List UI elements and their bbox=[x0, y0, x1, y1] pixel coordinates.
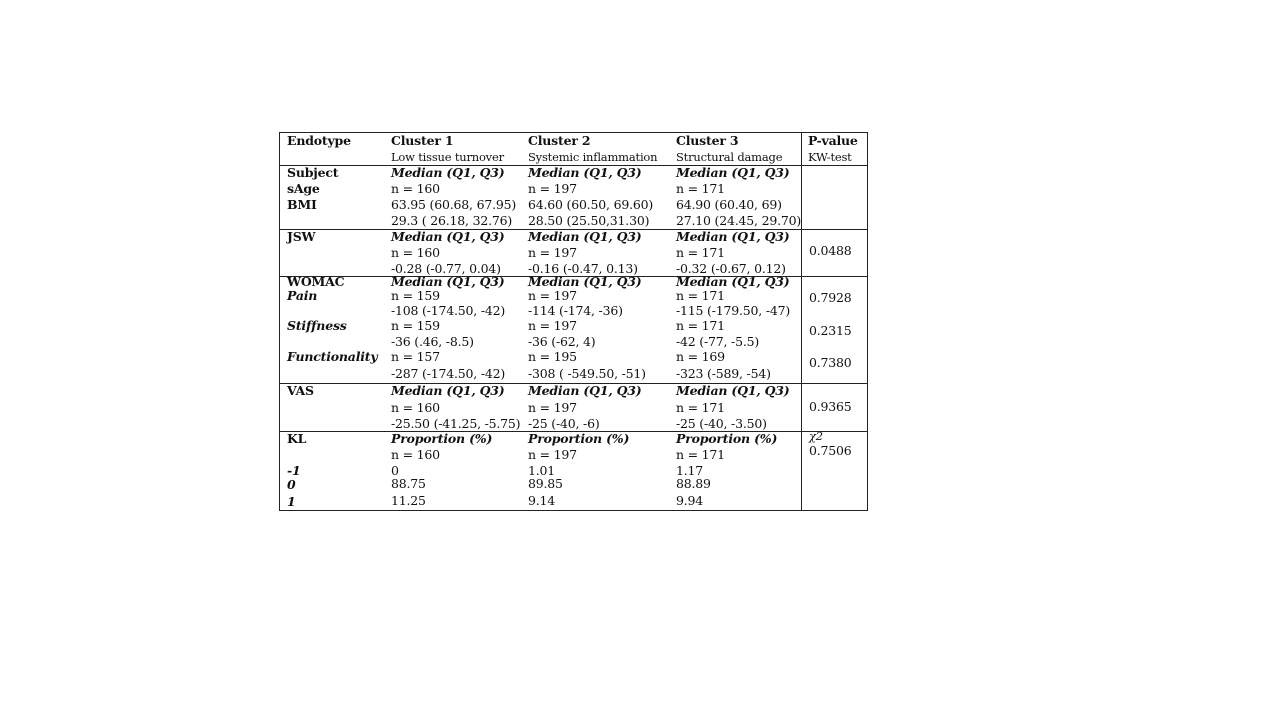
womac-c1-func-n: n = 157 bbox=[391, 349, 440, 364]
header-cluster-3-title: Cluster 3 bbox=[676, 133, 739, 148]
womac-c1-stiff-val: -36 (.46, -8.5) bbox=[391, 334, 474, 349]
pvalue-column-divider bbox=[801, 133, 802, 510]
womac-functionality-pvalue: 0.7380 bbox=[809, 355, 852, 370]
jsw-c2-val: -0.16 (-0.47, 0.13) bbox=[528, 261, 638, 276]
subject-c2-bmi: 28.50 (25.50,31.30) bbox=[528, 213, 650, 228]
header-cluster-3-subtitle: Structural damage bbox=[676, 150, 783, 164]
kl-pvalue: 0.7506 bbox=[809, 443, 852, 458]
kl-grade-minus1: -1 bbox=[287, 463, 301, 478]
womac-c2-pain-n: n = 197 bbox=[528, 288, 577, 303]
header-cluster-1-title: Cluster 1 bbox=[391, 133, 454, 148]
womac-c1-stat: Median (Q1, Q3) bbox=[391, 274, 505, 289]
kl-c2-n: n = 197 bbox=[528, 447, 577, 462]
womac-c1-stiff-n: n = 159 bbox=[391, 318, 440, 333]
vas-label: VAS bbox=[287, 383, 314, 398]
vas-c2-val: -25 (-40, -6) bbox=[528, 416, 600, 431]
kl-c1-stat: Proportion (%) bbox=[391, 431, 493, 446]
womac-c3-stiff-n: n = 171 bbox=[676, 318, 725, 333]
jsw-c2-n: n = 197 bbox=[528, 245, 577, 260]
subject-c2-n: n = 197 bbox=[528, 181, 577, 196]
subject-c3-n: n = 171 bbox=[676, 181, 725, 196]
subject-label: Subject bbox=[287, 165, 339, 180]
kl-c2-minus1: 1.01 bbox=[528, 463, 556, 478]
womac-pain-label: Pain bbox=[287, 288, 318, 303]
womac-pain-pvalue: 0.7928 bbox=[809, 290, 852, 305]
womac-stiffness-label: Stiffness bbox=[287, 318, 347, 333]
kl-c1-1: 11.25 bbox=[391, 493, 426, 508]
womac-c2-func-n: n = 195 bbox=[528, 349, 577, 364]
womac-c1-func-val: -287 (-174.50, -42) bbox=[391, 366, 506, 381]
jsw-c1-val: -0.28 (-0.77, 0.04) bbox=[391, 261, 501, 276]
kl-c1-n: n = 160 bbox=[391, 447, 440, 462]
kl-c3-1: 9.94 bbox=[676, 493, 704, 508]
womac-functionality-label: Functionality bbox=[287, 349, 378, 364]
womac-c2-func-val: -308 ( -549.50, -51) bbox=[528, 366, 646, 381]
womac-c3-stiff-val: -42 (-77, -5.5) bbox=[676, 334, 760, 349]
vas-c2-stat: Median (Q1, Q3) bbox=[528, 383, 642, 398]
womac-stiffness-pvalue: 0.2315 bbox=[809, 323, 852, 338]
jsw-pvalue: 0.0488 bbox=[809, 243, 852, 258]
subject-c2-age: 64.60 (60.50, 69.60) bbox=[528, 197, 654, 212]
subject-c1-bmi: 29.3 ( 26.18, 32.76) bbox=[391, 213, 513, 228]
subject-c1-stat: Median (Q1, Q3) bbox=[391, 165, 505, 180]
womac-c3-func-val: -323 (-589, -54) bbox=[676, 366, 771, 381]
subject-c3-stat: Median (Q1, Q3) bbox=[676, 165, 790, 180]
vas-c2-n: n = 197 bbox=[528, 400, 577, 415]
subject-c1-age: 63.95 (60.68, 67.95) bbox=[391, 197, 517, 212]
header-cluster-1-subtitle: Low tissue turnover bbox=[391, 150, 504, 164]
sage-label: sAge bbox=[287, 181, 320, 196]
womac-c3-func-n: n = 169 bbox=[676, 349, 725, 364]
kl-grade-0: 0 bbox=[287, 477, 296, 492]
header-cluster-2-subtitle: Systemic inflammation bbox=[528, 150, 658, 164]
subject-c1-n: n = 160 bbox=[391, 181, 440, 196]
womac-c2-pain-val: -114 (-174, -36) bbox=[528, 303, 623, 318]
header-cluster-2-title: Cluster 2 bbox=[528, 133, 591, 148]
womac-label: WOMAC bbox=[287, 274, 345, 289]
jsw-c2-stat: Median (Q1, Q3) bbox=[528, 229, 642, 244]
subject-c2-stat: Median (Q1, Q3) bbox=[528, 165, 642, 180]
subject-c3-bmi: 27.10 (24.45, 29.70) bbox=[676, 213, 802, 228]
bmi-label: BMI bbox=[287, 197, 317, 212]
kl-grade-1: 1 bbox=[287, 494, 296, 509]
kl-c1-0: 88.75 bbox=[391, 476, 426, 491]
kl-c1-minus1: 0 bbox=[391, 463, 399, 478]
header-endotype: Endotype bbox=[287, 133, 351, 148]
womac-c2-stat: Median (Q1, Q3) bbox=[528, 274, 642, 289]
header-kw-test: KW-test bbox=[808, 150, 852, 164]
womac-c3-pain-val: -115 (-179.50, -47) bbox=[676, 303, 791, 318]
kl-c3-stat: Proportion (%) bbox=[676, 431, 778, 446]
jsw-c1-n: n = 160 bbox=[391, 245, 440, 260]
vas-c1-stat: Median (Q1, Q3) bbox=[391, 383, 505, 398]
kl-c3-0: 88.89 bbox=[676, 476, 711, 491]
kl-c2-1: 9.14 bbox=[528, 493, 556, 508]
womac-c3-pain-n: n = 171 bbox=[676, 288, 725, 303]
womac-c2-stiff-n: n = 197 bbox=[528, 318, 577, 333]
header-pvalue: P-value bbox=[808, 133, 858, 148]
subject-c3-age: 64.90 (60.40, 69) bbox=[676, 197, 782, 212]
womac-c1-pain-val: -108 (-174.50, -42) bbox=[391, 303, 506, 318]
vas-c1-val: -25.50 (-41.25, -5.75) bbox=[391, 416, 521, 431]
vas-c1-n: n = 160 bbox=[391, 400, 440, 415]
womac-c1-pain-n: n = 159 bbox=[391, 288, 440, 303]
results-table bbox=[279, 132, 868, 511]
kl-c2-0: 89.85 bbox=[528, 476, 563, 491]
jsw-c3-n: n = 171 bbox=[676, 245, 725, 260]
vas-c3-val: -25 (-40, -3.50) bbox=[676, 416, 767, 431]
jsw-c3-stat: Median (Q1, Q3) bbox=[676, 229, 790, 244]
kl-c3-minus1: 1.17 bbox=[676, 463, 704, 478]
vas-c3-stat: Median (Q1, Q3) bbox=[676, 383, 790, 398]
womac-c2-stiff-val: -36 (-62, 4) bbox=[528, 334, 596, 349]
kl-label: KL bbox=[287, 431, 307, 446]
womac-c3-stat: Median (Q1, Q3) bbox=[676, 274, 790, 289]
kl-c3-n: n = 171 bbox=[676, 447, 725, 462]
kl-chi-square-label: χ2 bbox=[809, 429, 823, 443]
vas-c3-n: n = 171 bbox=[676, 400, 725, 415]
kl-c2-stat: Proportion (%) bbox=[528, 431, 630, 446]
vas-pvalue: 0.9365 bbox=[809, 399, 852, 414]
jsw-c3-val: -0.32 (-0.67, 0.12) bbox=[676, 261, 786, 276]
jsw-label: JSW bbox=[287, 229, 316, 244]
jsw-c1-stat: Median (Q1, Q3) bbox=[391, 229, 505, 244]
